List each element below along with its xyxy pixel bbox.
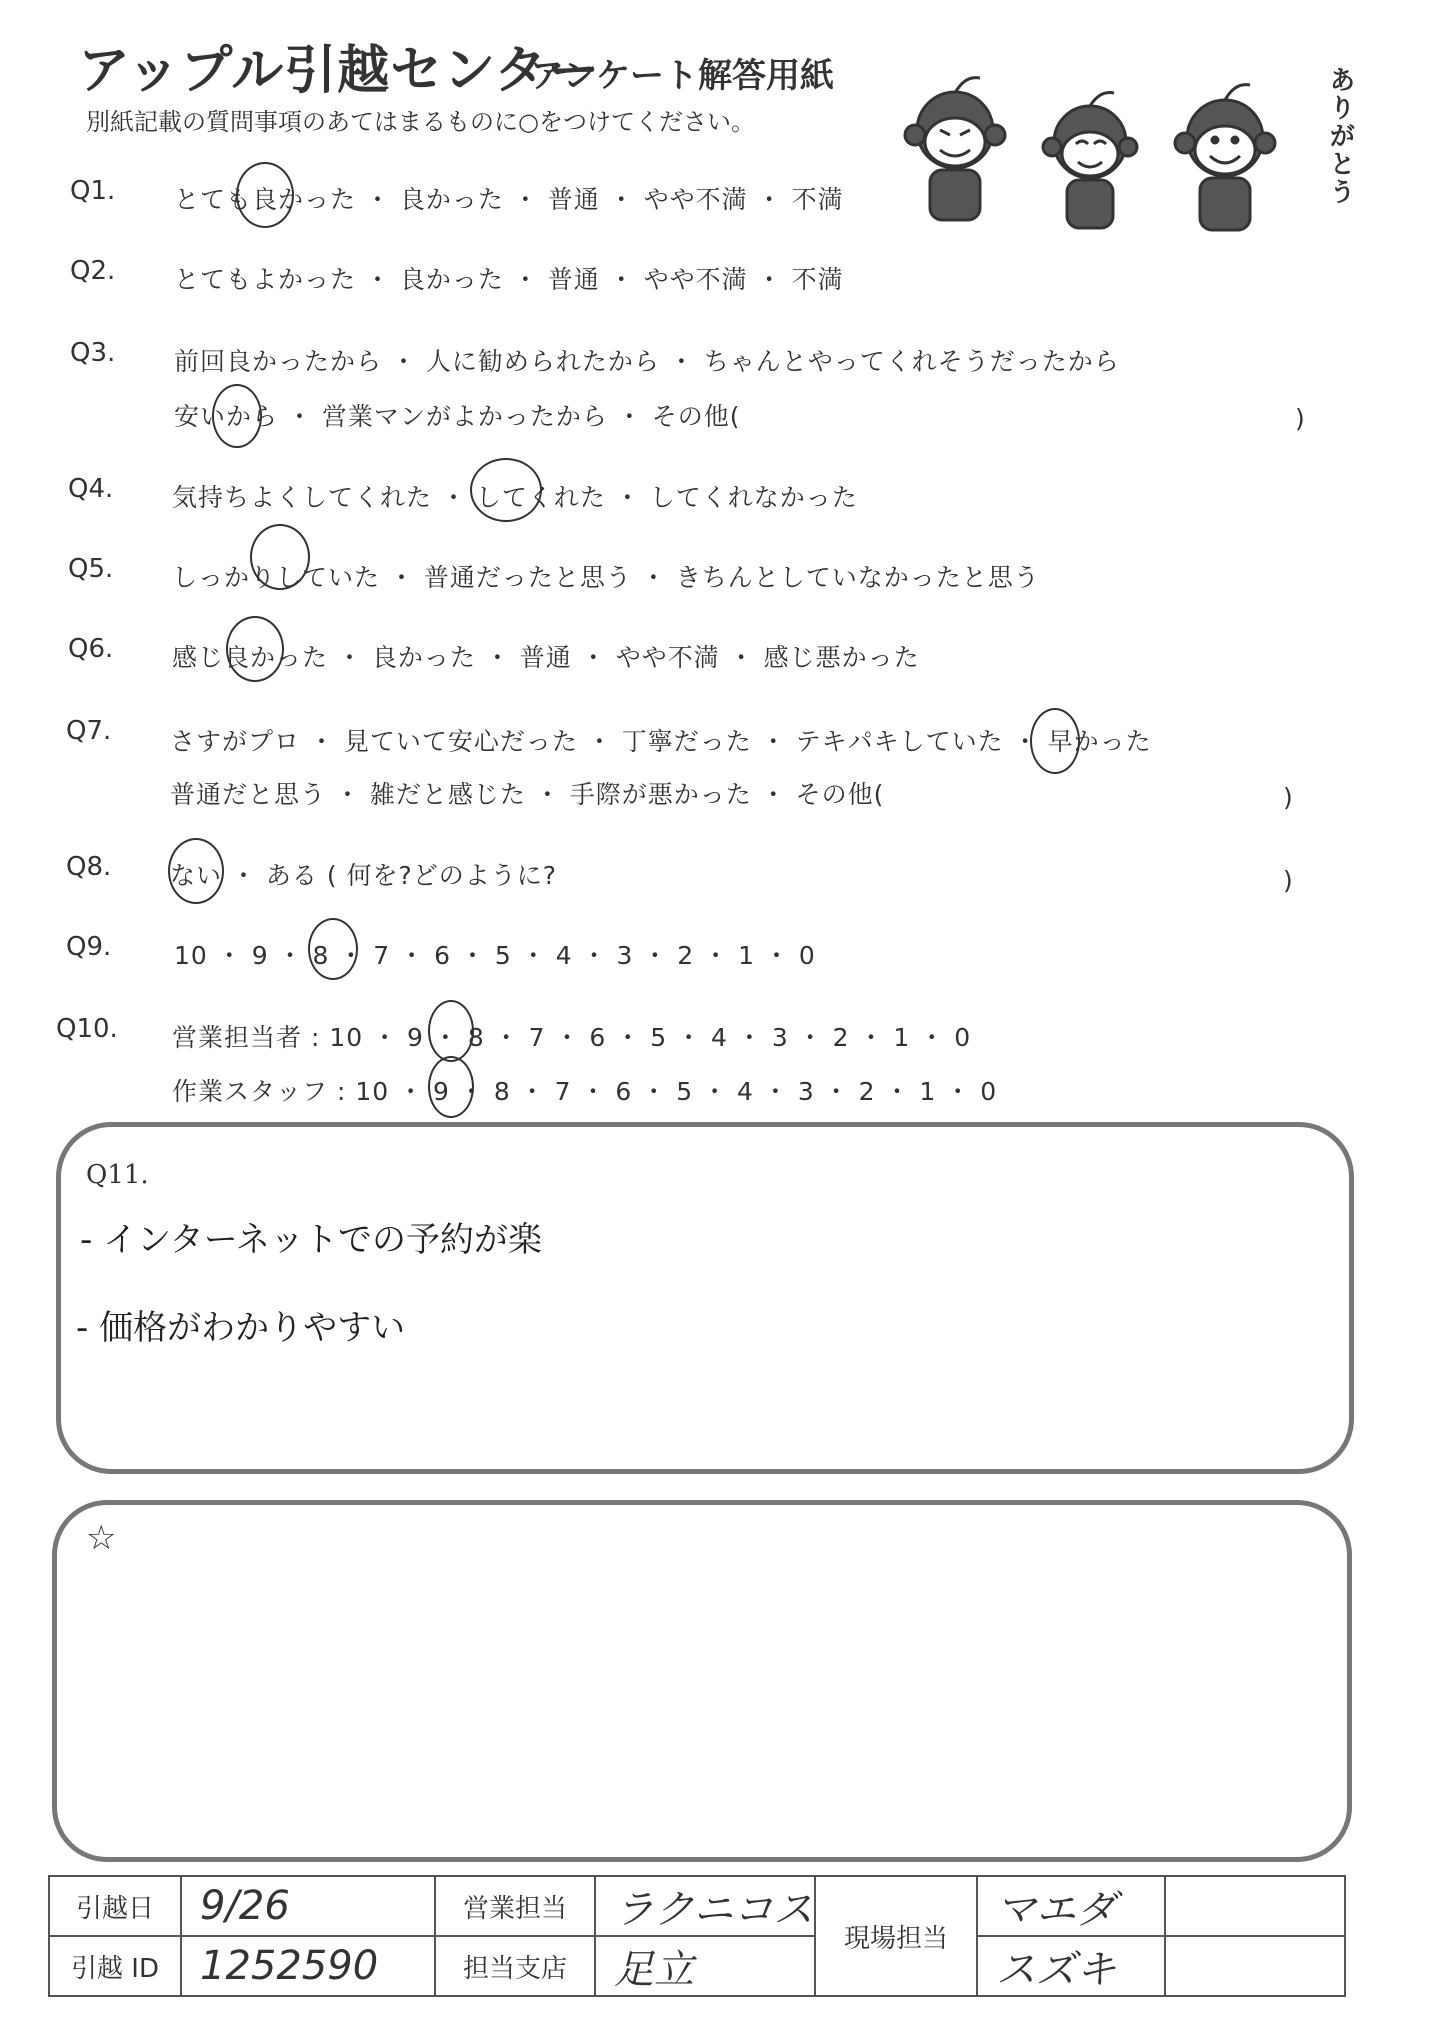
q11-label: Q11. [86,1160,149,1190]
move-info-table [48,1875,1346,1997]
site-staff-value-2: スズキ [977,1936,1165,1996]
q8-selection-circle [168,838,224,904]
q5-label: Q5. [68,554,114,584]
star-icon: ☆ [86,1518,117,1558]
branch-value: 足立 [595,1936,815,1996]
q1-label: Q1. [70,176,116,206]
form-title: アンケート解答用紙 [530,56,834,96]
q11-answer-1: - インターネットでの予約が楽 [80,1220,543,1260]
q4-options[interactable]: 気持ちよくしてくれた ・ してくれた ・ してくれなかった [172,483,858,512]
site-staff-empty-2 [1165,1936,1345,1996]
q11-answer-2: - 価格がわかりやすい [76,1308,406,1348]
site-staff-label: 現場担当 [815,1876,977,1996]
monkey-mascot-illustration [895,60,1295,235]
site-staff-empty-1 [1165,1876,1345,1936]
q2-options[interactable]: とてもよかった ・ 良かった ・ 普通 ・ やや不満 ・ 不満 [174,265,844,294]
q7-options-line2[interactable]: 普通だと思う ・ 雑だと感じた ・ 手際が悪かった ・ その他( [170,780,885,809]
monkey-mascot-1 [905,78,1005,220]
q8-closing-paren: ) [1283,866,1293,895]
q3-selection-circle [212,384,262,448]
q7-options-line1[interactable]: さすがプロ ・ 見ていて安心だった ・ 丁寧だった ・ テキパキしていた ・ 早かった [170,727,1152,756]
company-name: アップル引越センター [78,41,601,101]
q4-label: Q4. [68,474,114,504]
q3-options-line2[interactable]: 安いから ・ 営業マンがよかったから ・ その他( [174,402,741,431]
sales-value: ラクニコス [595,1876,815,1936]
thanks-text: ありがとう [1325,66,1355,206]
monkey-mascot-3 [1175,85,1275,230]
q3-closing-paren: ) [1295,404,1305,433]
move-date-value: 9/26 [181,1876,435,1936]
q10-staff-scale[interactable]: 作業スタッフ : 10 ・ 9 ・ 8 ・ 7 ・ 6 ・ 5 ・ 4 ・ 3 ・ 2 ・ 1 ・ 0 [172,1077,998,1106]
q9-selection-circle [308,918,358,980]
q1-selection-circle [236,162,294,228]
q8-options[interactable]: ない ・ ある ( 何を?どのように? [170,861,558,890]
q1-options[interactable]: とても良かった ・ 良かった ・ 普通 ・ やや不満 ・ 不満 [174,185,844,214]
q6-options[interactable]: 感じ良かった ・ 良かった ・ 普通 ・ やや不満 ・ 感じ悪かった [172,643,920,672]
q5-selection-circle [250,524,310,590]
q7-label: Q7. [66,716,112,746]
q7-selection-circle [1030,708,1080,774]
q10-sales-scale[interactable]: 営業担当者 : 10 ・ 9 ・ 8 ・ 7 ・ 6 ・ 5 ・ 4 ・ 3 ・ 2 ・ 1 ・ 0 [172,1023,972,1052]
site-staff-value-1: マエダ [977,1876,1165,1936]
q7-closing-paren: ) [1283,783,1293,812]
sales-label: 営業担当 [435,1876,595,1936]
move-id-value: 1252590 [181,1936,435,1996]
q6-label: Q6. [68,634,114,664]
q4-selection-circle [470,458,542,522]
q5-options[interactable]: しっかりしていた ・ 普通だったと思う ・ きちんとしていなかったと思う [172,563,1040,592]
q10-label: Q10. [56,1014,118,1044]
q8-label: Q8. [66,852,112,882]
q11-comment-box[interactable] [56,1122,1354,1474]
move-id-label: 引越 ID [49,1936,181,1996]
branch-label: 担当支店 [435,1936,595,1996]
instruction-text: 別紙記載の質問事項のあてはまるものに○をつけてください。 [86,108,755,136]
star-comment-box[interactable] [52,1500,1352,1862]
q9-label: Q9. [66,932,112,962]
monkey-mascot-2 [1043,93,1137,228]
q10-sales-selection-circle [428,1000,474,1062]
move-date-label: 引越日 [49,1876,181,1936]
q3-options-line1[interactable]: 前回良かったから ・ 人に勧められたから ・ ちゃんとやってくれそうだったから [174,347,1120,376]
q2-label: Q2. [70,256,116,286]
q6-selection-circle [226,616,284,682]
q9-scale[interactable]: 10 ・ 9 ・ 8 ・ 7 ・ 6 ・ 5 ・ 4 ・ 3 ・ 2 ・ 1 ・ 0 [174,941,816,970]
q10-staff-selection-circle [428,1056,474,1118]
q3-label: Q3. [70,338,116,368]
